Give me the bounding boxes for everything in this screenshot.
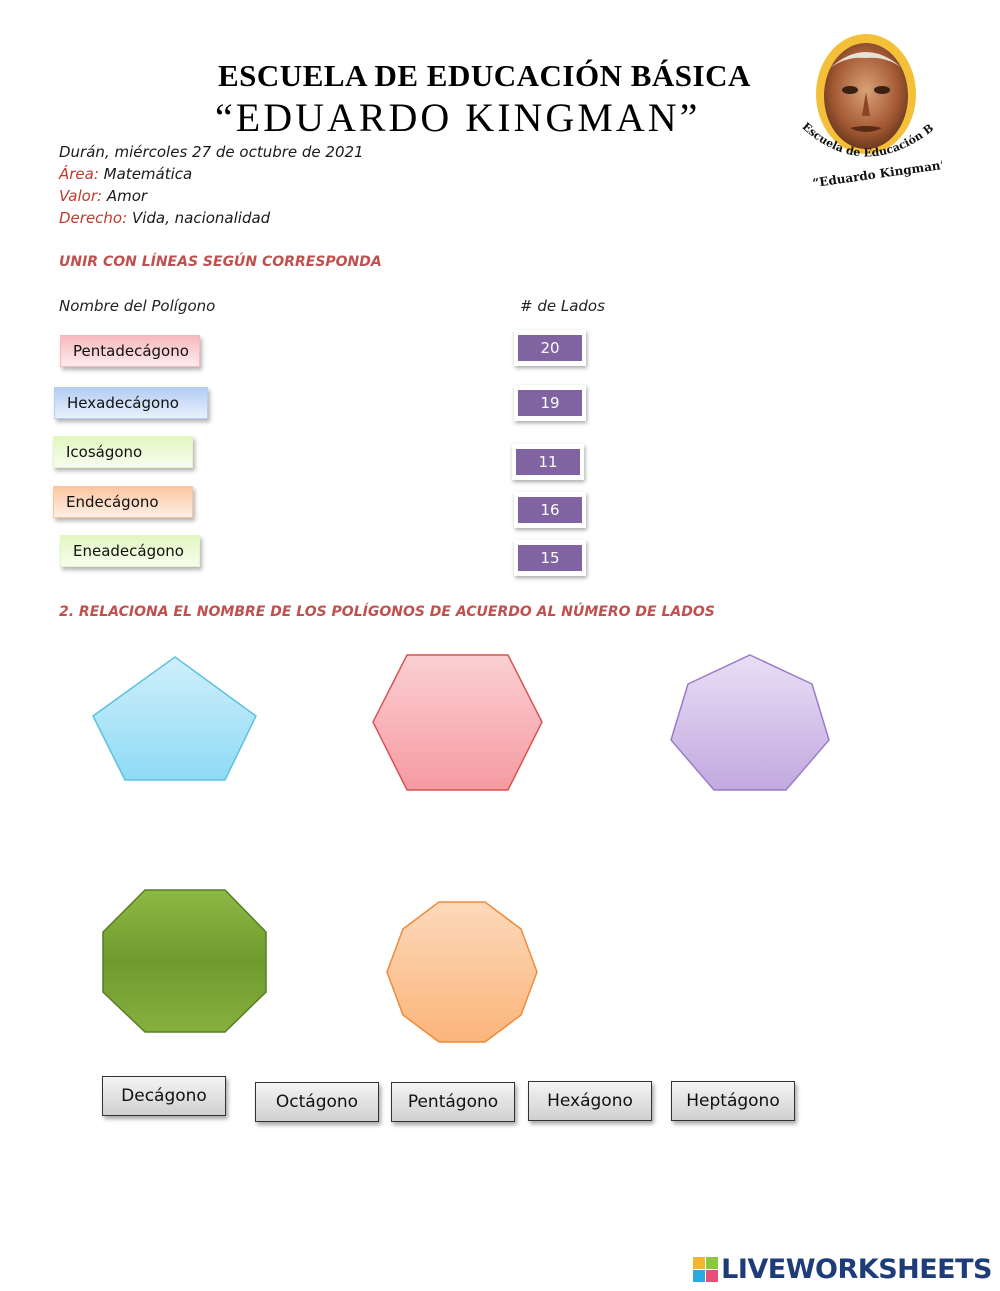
column-sides: # de Lados bbox=[520, 297, 605, 315]
area-value: Matemática bbox=[98, 165, 193, 183]
sides-box[interactable] bbox=[514, 385, 586, 421]
area-line bbox=[59, 165, 192, 183]
polygon-name-pentadecagono[interactable]: Pentadecágono bbox=[60, 335, 200, 367]
section2-title: 2. RELACIONA EL NOMBRE DE LOS POLÍGONOS DE ACUERDO AL NÚMERO DE LADOS bbox=[59, 604, 715, 620]
polygon-name-endecagono[interactable]: Endecágono bbox=[53, 486, 193, 518]
polygon-name-icosagono[interactable]: Icoságono bbox=[53, 436, 193, 468]
school-logo bbox=[786, 28, 942, 188]
option-octagono[interactable]: Octágono bbox=[255, 1082, 379, 1122]
liveworksheets-logo-icon bbox=[693, 1257, 719, 1283]
brand-text: LIVEWORKSHEETS bbox=[721, 1254, 992, 1285]
sides-value: 20 bbox=[518, 335, 582, 361]
sides-box[interactable] bbox=[512, 444, 584, 480]
valor-value: Amor bbox=[102, 187, 148, 205]
option-hexagono[interactable]: Hexágono bbox=[528, 1081, 652, 1121]
sides-value: 15 bbox=[518, 545, 582, 571]
pentagon-shape bbox=[93, 657, 256, 780]
derecho-line bbox=[59, 209, 270, 227]
derecho-value: Vida, nacionalidad bbox=[127, 209, 271, 227]
valor-line bbox=[59, 187, 147, 205]
option-decagono[interactable]: Decágono bbox=[102, 1076, 226, 1116]
derecho-label: Derecho: bbox=[59, 209, 128, 227]
date-line: Durán, miércoles 27 de octubre de 2021 bbox=[59, 143, 364, 161]
section1-title: UNIR CON LÍNEAS SEGÚN CORRESPONDA bbox=[59, 254, 382, 270]
logo-portrait-icon bbox=[786, 28, 942, 188]
school-line: ESCUELA DE EDUCACIÓN BÁSICA bbox=[218, 58, 751, 93]
valor-label: Valor: bbox=[59, 187, 103, 205]
logo-text-top: Escuela de Educación B bbox=[799, 119, 937, 160]
area-label: Área: bbox=[59, 165, 99, 183]
column-polygon-name: Nombre del Polígono bbox=[59, 297, 216, 315]
logo-text-bottom: “Eduardo Kingman” bbox=[811, 157, 942, 188]
octagon-shape bbox=[103, 890, 266, 1032]
heptagon-shape bbox=[671, 655, 829, 790]
option-pentagono[interactable]: Pentágono bbox=[391, 1082, 515, 1122]
decagon-shape bbox=[387, 902, 537, 1042]
option-heptagono[interactable]: Heptágono bbox=[671, 1081, 795, 1121]
sides-value: 16 bbox=[518, 497, 582, 523]
sides-box[interactable] bbox=[514, 492, 586, 528]
sides-box[interactable] bbox=[514, 540, 586, 576]
liveworksheets-brand bbox=[693, 1254, 992, 1285]
polygon-name-hexadecagono[interactable]: Hexadecágono bbox=[54, 387, 208, 419]
polygon-name-eneadecagono[interactable]: Eneadecágono bbox=[60, 535, 200, 567]
polygon-shapes bbox=[0, 640, 1000, 1060]
sides-value: 19 bbox=[518, 390, 582, 416]
hexagon-shape bbox=[373, 655, 542, 790]
sides-value: 11 bbox=[516, 449, 580, 475]
school-name: “EDUARDO KINGMAN” bbox=[215, 95, 701, 140]
sides-box[interactable] bbox=[514, 330, 586, 366]
